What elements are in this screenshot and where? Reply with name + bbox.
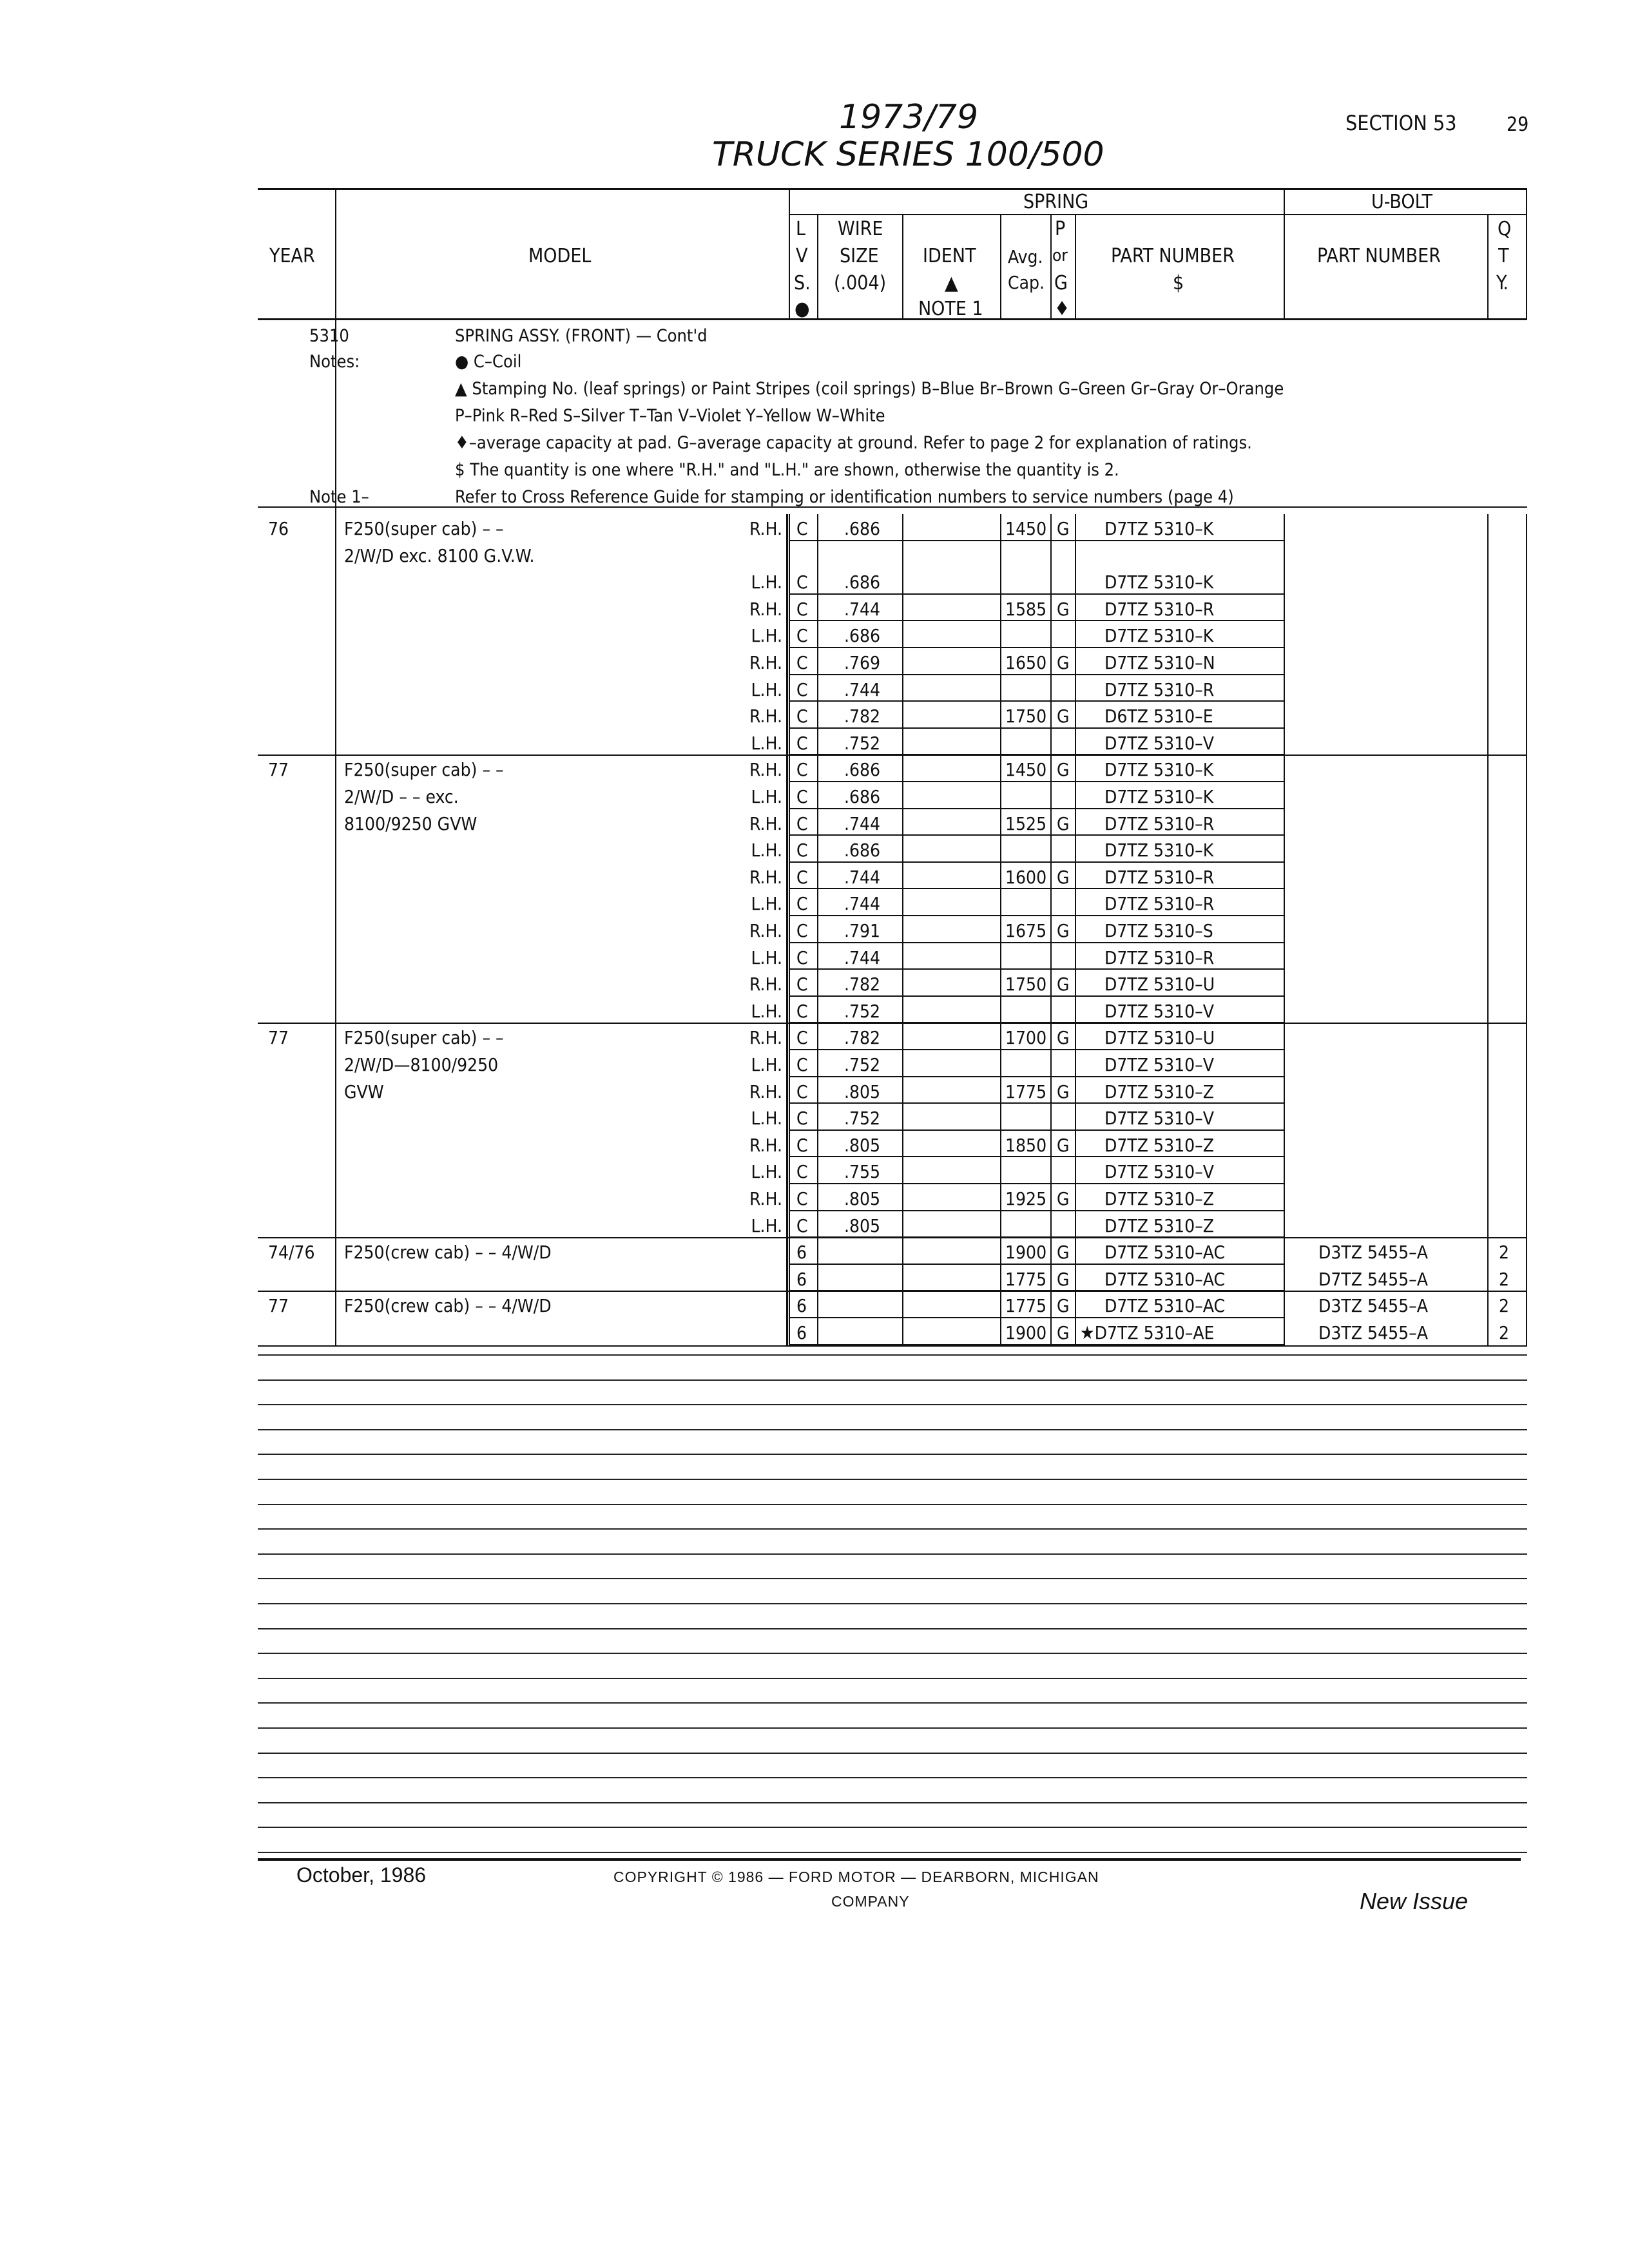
row-underline (789, 727, 1284, 729)
row-side: L.H. (751, 1215, 782, 1236)
row-wire-size: .686 (844, 840, 881, 861)
row-wire-size: .752 (844, 732, 881, 754)
row-side: R.H. (749, 812, 782, 834)
row-underline (789, 620, 1284, 621)
row-side: L.H. (751, 1054, 782, 1075)
row-p-or-g: G (1057, 812, 1070, 834)
row-lvs: C (796, 598, 808, 620)
section-code-title: SPRING ASSY. (FRONT) — Cont'd (455, 326, 708, 346)
row-side: L.H. (751, 1000, 782, 1022)
col-header-y: Y. (1496, 272, 1509, 294)
row-underline (789, 888, 1284, 889)
note-line-stamping: ▲ Stamping No. (leaf springs) or Paint Stripes (coil springs) B–Blue Br–Brown G–Green Gr–Gray Or–Orange (455, 379, 1284, 399)
row-lvs: C (796, 759, 808, 781)
row-side: R.H. (749, 598, 782, 620)
body-vline-5 (1075, 514, 1076, 1345)
row-spring-part-number: D7TZ 5310–R (1104, 866, 1215, 888)
row-avg-cap: 1450 (1005, 759, 1047, 781)
col-header-size: SIZE (840, 245, 879, 267)
row-p-or-g: G (1057, 1268, 1070, 1290)
group-model-line: 2/W/D – – exc. (344, 786, 459, 807)
col-header-g: G (1054, 272, 1068, 294)
row-underline (789, 995, 1284, 997)
row-underline (789, 754, 1284, 755)
col-header-lvs-s: S. (794, 272, 811, 294)
page-number: 29 (1507, 113, 1529, 136)
blank-line (258, 1653, 1527, 1654)
row-spring-part-number: D7TZ 5310–K (1104, 625, 1214, 647)
note-line-capacity: ♦–average capacity at pad. G–average capacity at ground. Refer to page 2 for explanation of ratings. (455, 433, 1252, 453)
row-wire-size: .805 (844, 1134, 881, 1156)
row-wire-size: .805 (844, 1215, 881, 1236)
col-header-t: T (1498, 245, 1509, 267)
row-spring-part-number: D7TZ 5310–K (1104, 759, 1214, 781)
row-wire-size: .805 (844, 1081, 881, 1102)
col-header-diamond: ♦ (1054, 298, 1070, 320)
body-vline-2 (902, 514, 903, 1345)
row-avg-cap: 1750 (1005, 706, 1047, 727)
row-spring-part-number: D7TZ 5310–V (1104, 1108, 1214, 1129)
row-wire-size: .782 (844, 1027, 881, 1049)
row-side: R.H. (749, 1027, 782, 1049)
blank-line (258, 1578, 1527, 1579)
row-wire-size: .744 (844, 678, 881, 700)
row-p-or-g: G (1057, 974, 1070, 995)
col-header-004: (.004) (834, 272, 887, 294)
row-p-or-g: G (1057, 1027, 1070, 1049)
row-side: L.H. (751, 1161, 782, 1183)
row-spring-part-number: D7TZ 5310–U (1104, 974, 1215, 995)
header-vline-minor-0 (817, 214, 818, 318)
blank-line (258, 1454, 1527, 1455)
row-underline (789, 808, 1284, 809)
row-side: L.H. (751, 893, 782, 915)
blank-line (258, 1827, 1527, 1828)
row-underline (789, 915, 1284, 916)
body-vline-1 (817, 514, 818, 1345)
footer-copyright: COPYRIGHT © 1986 — FORD MOTOR — DEARBORN, MICHIGAN (613, 1869, 1099, 1885)
row-spring-part-number: D7TZ 5310–V (1104, 1000, 1214, 1022)
row-p-or-g: G (1057, 598, 1070, 620)
row-p-or-g: G (1057, 1322, 1070, 1343)
blank-line (258, 1479, 1527, 1480)
row-wire-size: .752 (844, 1054, 881, 1075)
row-underline (789, 1022, 1284, 1023)
row-avg-cap: 1850 (1005, 1134, 1047, 1156)
row-spring-part-number: D7TZ 5310–V (1104, 1054, 1214, 1075)
row-spring-part-number: D7TZ 5310–U (1104, 1027, 1215, 1049)
row-side: R.H. (749, 706, 782, 727)
group-model-line: 8100/9250 GVW (344, 812, 477, 834)
footer-rule (258, 1858, 1521, 1861)
row-lvs: C (796, 812, 808, 834)
row-spring-part-number: D7TZ 5310–K (1104, 572, 1214, 593)
row-side: L.H. (751, 840, 782, 861)
row-p-or-g: G (1057, 1242, 1070, 1264)
row-lvs: C (796, 572, 808, 593)
row-spring-part-number: D7TZ 5310–R (1104, 893, 1215, 915)
row-spring-part-number: D7TZ 5310–AC (1104, 1242, 1226, 1264)
row-spring-part-number: D7TZ 5310–S (1104, 920, 1213, 941)
blank-line (258, 1702, 1527, 1704)
header-vline-minor-1 (902, 214, 903, 318)
row-qty: 2 (1499, 1295, 1510, 1317)
row-avg-cap: 1925 (1005, 1188, 1047, 1209)
row-wire-size: .744 (844, 866, 881, 888)
col-header-note1: NOTE 1 (918, 298, 983, 320)
row-lvs: C (796, 625, 808, 647)
row-underline (789, 540, 1284, 541)
blank-line (258, 1553, 1527, 1555)
note-line-quantity: $ The quantity is one where "R.H." and "L.H." are shown, otherwise the quantity is 2. (455, 460, 1119, 480)
row-p-or-g: G (1057, 1188, 1070, 1209)
row-avg-cap: 1675 (1005, 920, 1047, 941)
row-wire-size: .686 (844, 572, 881, 593)
row-avg-cap: 1600 (1005, 866, 1047, 888)
row-lvs: C (796, 678, 808, 700)
row-underline (789, 834, 1284, 836)
row-underline (789, 942, 1284, 943)
group-year: 76 (268, 518, 289, 539)
row-underline (789, 647, 1284, 648)
row-underline (789, 1102, 1284, 1104)
group-year: 77 (268, 759, 289, 781)
row-wire-size: .686 (844, 786, 881, 807)
row-wire-size: .805 (844, 1188, 881, 1209)
group-model-line: F250(crew cab) – – 4/W/D (344, 1242, 552, 1264)
row-avg-cap: 1775 (1005, 1295, 1047, 1317)
row-underline (789, 861, 1284, 863)
row-wire-size: .744 (844, 947, 881, 968)
row-p-or-g: G (1057, 1295, 1070, 1317)
header-vline-minor-4 (1075, 214, 1076, 318)
row-underline (789, 1317, 1284, 1318)
row-lvs: 6 (796, 1268, 807, 1290)
row-p-or-g: G (1057, 1134, 1070, 1156)
row-lvs: C (796, 652, 808, 673)
blank-line (258, 1852, 1527, 1853)
note-line-coil: ● C–Coil (455, 352, 522, 372)
row-spring-part-number: D7TZ 5310–AC (1104, 1295, 1226, 1317)
row-underline (789, 781, 1284, 782)
col-header-lvs-l: L (796, 218, 806, 240)
col-header-wire: WIRE (838, 218, 883, 240)
row-spring-part-number: D7TZ 5310–N (1104, 652, 1215, 673)
row-side: R.H. (749, 1188, 782, 1209)
row-lvs: C (796, 893, 808, 915)
group-model-line: F250(super cab) – – (344, 1027, 504, 1049)
row-spring-part-number: D7TZ 5310–R (1104, 598, 1215, 620)
row-spring-part-number: D7TZ 5310–V (1104, 1161, 1214, 1183)
row-qty: 2 (1499, 1242, 1510, 1264)
row-p-or-g: G (1057, 759, 1070, 781)
row-lvs: C (796, 1188, 808, 1209)
row-lvs: C (796, 947, 808, 968)
page-title-years: 1973/79 (839, 98, 979, 137)
row-p-or-g: G (1057, 652, 1070, 673)
row-avg-cap: 1900 (1005, 1242, 1047, 1264)
row-side: L.H. (751, 1108, 782, 1129)
row-underline (789, 1156, 1284, 1157)
row-underline (789, 1210, 1284, 1211)
page-title-series: TRUCK SERIES 100/500 (712, 135, 1104, 174)
row-spring-part-number: D7TZ 5310–R (1104, 678, 1215, 700)
row-wire-size: .744 (844, 812, 881, 834)
row-avg-cap: 1775 (1005, 1081, 1047, 1102)
group-model-line: 2/W/D—8100/9250 (344, 1054, 499, 1075)
row-qty: 2 (1499, 1268, 1510, 1290)
row-underline (789, 674, 1284, 675)
row-avg-cap: 1650 (1005, 652, 1047, 673)
row-wire-size: .744 (844, 598, 881, 620)
body-vline-8 (1526, 514, 1527, 1345)
row-side: R.H. (749, 974, 782, 995)
row-spring-part-number: D7TZ 5310–Z (1104, 1134, 1214, 1156)
col-header-lvs-v: V (796, 245, 808, 267)
row-spring-part-number: D7TZ 5310–AC (1104, 1268, 1226, 1290)
body-vline-0 (789, 514, 790, 1345)
col-header-model: MODEL (528, 245, 592, 267)
note1-label: Note 1– (309, 487, 369, 507)
body-vline-3 (1000, 514, 1001, 1345)
row-underline (789, 1049, 1284, 1050)
row-ubolt-part-number: D3TZ 5455–A (1318, 1242, 1428, 1264)
body-vline-4 (1050, 514, 1052, 1345)
group-year: 77 (268, 1295, 289, 1317)
row-wire-size: .755 (844, 1161, 881, 1183)
col-header-spring-part: PART NUMBER (1111, 245, 1235, 267)
header-vline-major-1 (1284, 188, 1285, 318)
row-lvs: C (796, 1081, 808, 1102)
row-avg-cap: 1450 (1005, 518, 1047, 539)
row-lvs: C (796, 1027, 808, 1049)
footer-company: COMPANY (831, 1893, 910, 1910)
blank-line (258, 1628, 1527, 1629)
row-lvs: C (796, 732, 808, 754)
header-vline-major-0 (789, 188, 790, 318)
section-code: 5310 (309, 326, 349, 346)
col-header-dollar: $ (1173, 272, 1184, 294)
row-avg-cap: 1775 (1005, 1268, 1047, 1290)
blank-line (258, 1777, 1527, 1778)
table-bottom-rule (258, 1345, 1527, 1347)
row-spring-part-number: D7TZ 5310–Z (1104, 1081, 1214, 1102)
note-line-colors: P–Pink R–Red S–Silver T–Tan V–Violet Y–Yellow W–White (455, 406, 885, 426)
row-ubolt-part-number: D3TZ 5455–A (1318, 1295, 1428, 1317)
col-header-triangle: ▲ (945, 272, 958, 294)
header-vline-major-2 (1526, 188, 1527, 318)
row-lvs: C (796, 1161, 808, 1183)
row-p-or-g: G (1057, 1081, 1070, 1102)
row-underline (789, 1236, 1284, 1238)
group-model-line: GVW (344, 1081, 384, 1102)
row-lvs: C (796, 1054, 808, 1075)
blank-line (258, 1678, 1527, 1679)
row-wire-size: .686 (844, 759, 881, 781)
row-spring-part-number: D7TZ 5310–R (1104, 947, 1215, 968)
row-wire-size: .686 (844, 518, 881, 539)
row-lvs: C (796, 1108, 808, 1129)
row-ubolt-part-number: D3TZ 5455–A (1318, 1322, 1428, 1343)
blank-line (258, 1802, 1527, 1803)
col-header-or: or (1052, 246, 1068, 265)
blank-line (258, 1429, 1527, 1430)
row-spring-part-number: D7TZ 5310–K (1104, 518, 1214, 539)
section-label: SECTION 53 (1345, 111, 1457, 135)
row-spring-part-number: D7TZ 5310–R (1104, 812, 1215, 834)
body-vline-6 (1284, 514, 1285, 1345)
row-lvs: 6 (796, 1295, 807, 1317)
row-wire-size: .769 (844, 652, 881, 673)
group-model-line: 2/W/D exc. 8100 G.V.W. (344, 544, 535, 566)
body-vline-year (335, 318, 336, 1345)
row-side: L.H. (751, 947, 782, 968)
row-side: L.H. (751, 786, 782, 807)
blank-line (258, 1404, 1527, 1405)
row-spring-part-number: D7TZ 5310–Z (1104, 1215, 1214, 1236)
row-underline (789, 1264, 1284, 1265)
group-year: 74/76 (268, 1242, 315, 1264)
row-side: L.H. (751, 732, 782, 754)
row-lvs: C (796, 1215, 808, 1236)
blank-line (258, 1504, 1527, 1505)
row-lvs: C (796, 706, 808, 727)
col-header-ubolt-part: PART NUMBER (1317, 245, 1441, 267)
row-p-or-g: G (1057, 920, 1070, 941)
header-vline-minor-3 (1050, 214, 1052, 318)
row-qty: 2 (1499, 1322, 1510, 1343)
group-model-line: F250(super cab) – – (344, 759, 504, 781)
col-header-ubolt: U-BOLT (1371, 191, 1433, 213)
row-lvs: C (796, 974, 808, 995)
row-spring-part-number: D6TZ 5310–E (1104, 706, 1213, 727)
row-side: R.H. (749, 920, 782, 941)
header-vline-minor-5 (1487, 214, 1489, 318)
row-lvs: C (796, 1000, 808, 1022)
col-header-avg: Avg. (1008, 246, 1043, 267)
group-year: 77 (268, 1027, 289, 1049)
col-header-spring: SPRING (1023, 191, 1089, 213)
row-spring-part-number: D7TZ 5310–Z (1104, 1188, 1214, 1209)
table-top-rule (258, 188, 1527, 190)
col-header-year: YEAR (269, 245, 315, 267)
row-wire-size: .782 (844, 974, 881, 995)
row-lvs: C (796, 1134, 808, 1156)
blank-line (258, 1753, 1527, 1754)
row-lvs: C (796, 840, 808, 861)
row-wire-size: .791 (844, 920, 881, 941)
col-header-lvs-dot: ● (795, 298, 810, 320)
row-spring-part-number: D7TZ 5310–V (1104, 732, 1214, 754)
row-wire-size: .686 (844, 625, 881, 647)
row-side: L.H. (751, 625, 782, 647)
row-lvs: C (796, 786, 808, 807)
row-spring-part-number: D7TZ 5310–K (1104, 840, 1214, 861)
row-underline (789, 1183, 1284, 1184)
row-avg-cap: 1585 (1005, 598, 1047, 620)
row-lvs: 6 (796, 1242, 807, 1264)
row-avg-cap: 1900 (1005, 1322, 1047, 1343)
row-spring-part-number: ★D7TZ 5310–AE (1080, 1322, 1215, 1343)
blank-line (258, 1528, 1527, 1530)
body-vline-side-bar (786, 514, 788, 1345)
blank-line (258, 1354, 1527, 1356)
row-underline (789, 1129, 1284, 1131)
row-underline (789, 1290, 1284, 1291)
notes-label: Notes: (309, 352, 360, 372)
row-side: R.H. (749, 1134, 782, 1156)
row-p-or-g: G (1057, 518, 1070, 539)
body-vline-7 (1487, 514, 1489, 1345)
row-side: R.H. (749, 518, 782, 539)
row-avg-cap: 1750 (1005, 974, 1047, 995)
row-lvs: C (796, 920, 808, 941)
row-ubolt-part-number: D7TZ 5455–A (1318, 1268, 1428, 1290)
row-underline (789, 968, 1284, 970)
row-side: R.H. (749, 1081, 782, 1102)
row-lvs: 6 (796, 1322, 807, 1343)
row-p-or-g: G (1057, 706, 1070, 727)
col-header-cap: Cap. (1008, 272, 1045, 293)
row-side: R.H. (749, 652, 782, 673)
blank-line (258, 1727, 1527, 1729)
row-wire-size: .782 (844, 706, 881, 727)
row-side: L.H. (751, 572, 782, 593)
blank-line (258, 1379, 1527, 1381)
header-vline-year (335, 188, 336, 318)
header-vline-minor-2 (1000, 214, 1001, 318)
group-model-line: F250(crew cab) – – 4/W/D (344, 1295, 552, 1317)
row-side: R.H. (749, 759, 782, 781)
footer-issue: New Issue (1360, 1888, 1469, 1914)
note1-text: Refer to Cross Reference Guide for stamping or identification numbers to service numbers (page 4) (455, 487, 1234, 507)
row-avg-cap: 1525 (1005, 812, 1047, 834)
row-underline (789, 593, 1284, 595)
spring-subheader-rule (789, 214, 1527, 215)
row-wire-size: .752 (844, 1108, 881, 1129)
header-bottom-rule (258, 318, 1527, 320)
row-underline (789, 1344, 1284, 1345)
col-header-q: Q (1498, 218, 1512, 240)
row-spring-part-number: D7TZ 5310–K (1104, 786, 1214, 807)
col-header-ident: IDENT (923, 245, 976, 267)
row-lvs: C (796, 518, 808, 539)
footer-date: October, 1986 (296, 1863, 427, 1887)
row-p-or-g: G (1057, 866, 1070, 888)
col-header-p: P (1055, 218, 1066, 240)
row-side: R.H. (749, 866, 782, 888)
row-avg-cap: 1700 (1005, 1027, 1047, 1049)
blank-line (258, 1603, 1527, 1604)
row-underline (789, 700, 1284, 702)
row-wire-size: .744 (844, 893, 881, 915)
group-model-line: F250(super cab) – – (344, 518, 504, 539)
row-side: L.H. (751, 678, 782, 700)
row-lvs: C (796, 866, 808, 888)
row-wire-size: .752 (844, 1000, 881, 1022)
row-underline (789, 1076, 1284, 1077)
